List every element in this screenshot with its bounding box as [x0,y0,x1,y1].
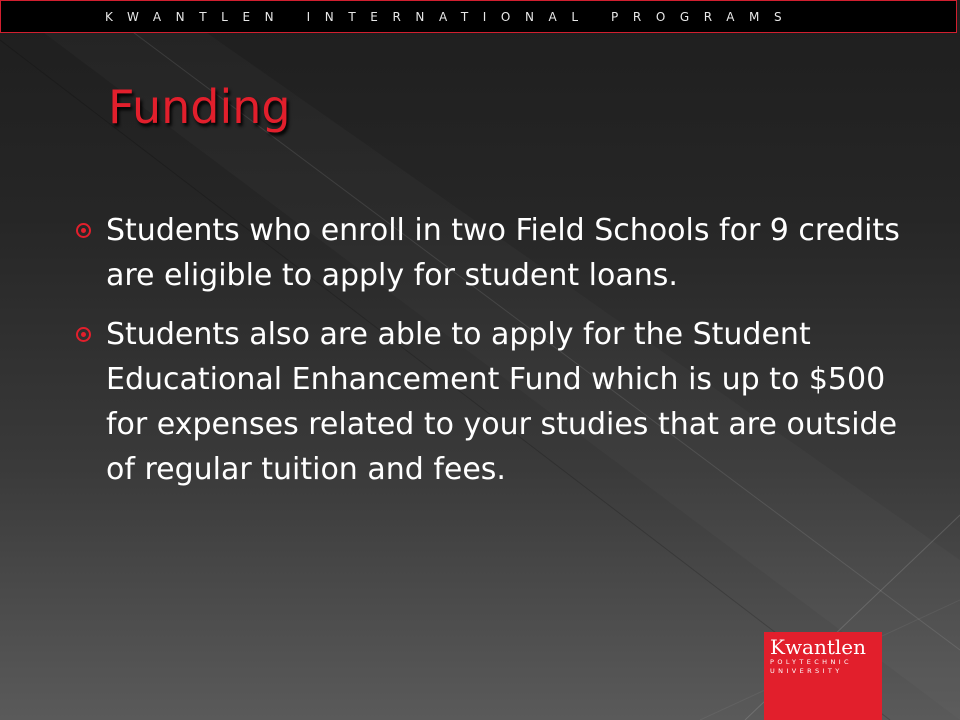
bullet-item [70,208,910,298]
bullet-text: Students who enroll in two Field Schools for 9 credits are eligible to apply for student loans. [106,213,900,293]
logo-line-polytechnic: POLYTECHNIC [770,658,852,666]
header-text: KWANTLEN INTERNATIONAL PROGRAMS [105,10,797,24]
bullet-item [70,312,910,492]
bullet-text: Students also are able to apply for the Student Educational Enhancement Fund which is up to $500 for expenses related to your studies that are outside of regular tuition and fees. [106,317,898,487]
bullet-circle-icon [76,223,91,238]
kwantlen-logo [764,632,882,720]
bullet-list [70,208,910,506]
logo-line-university: UNIVERSITY [770,667,843,675]
header-bar [0,0,957,33]
bullet-circle-icon [76,327,91,342]
slide-title: Funding [108,80,291,134]
logo-name: Kwantlen [770,635,867,659]
